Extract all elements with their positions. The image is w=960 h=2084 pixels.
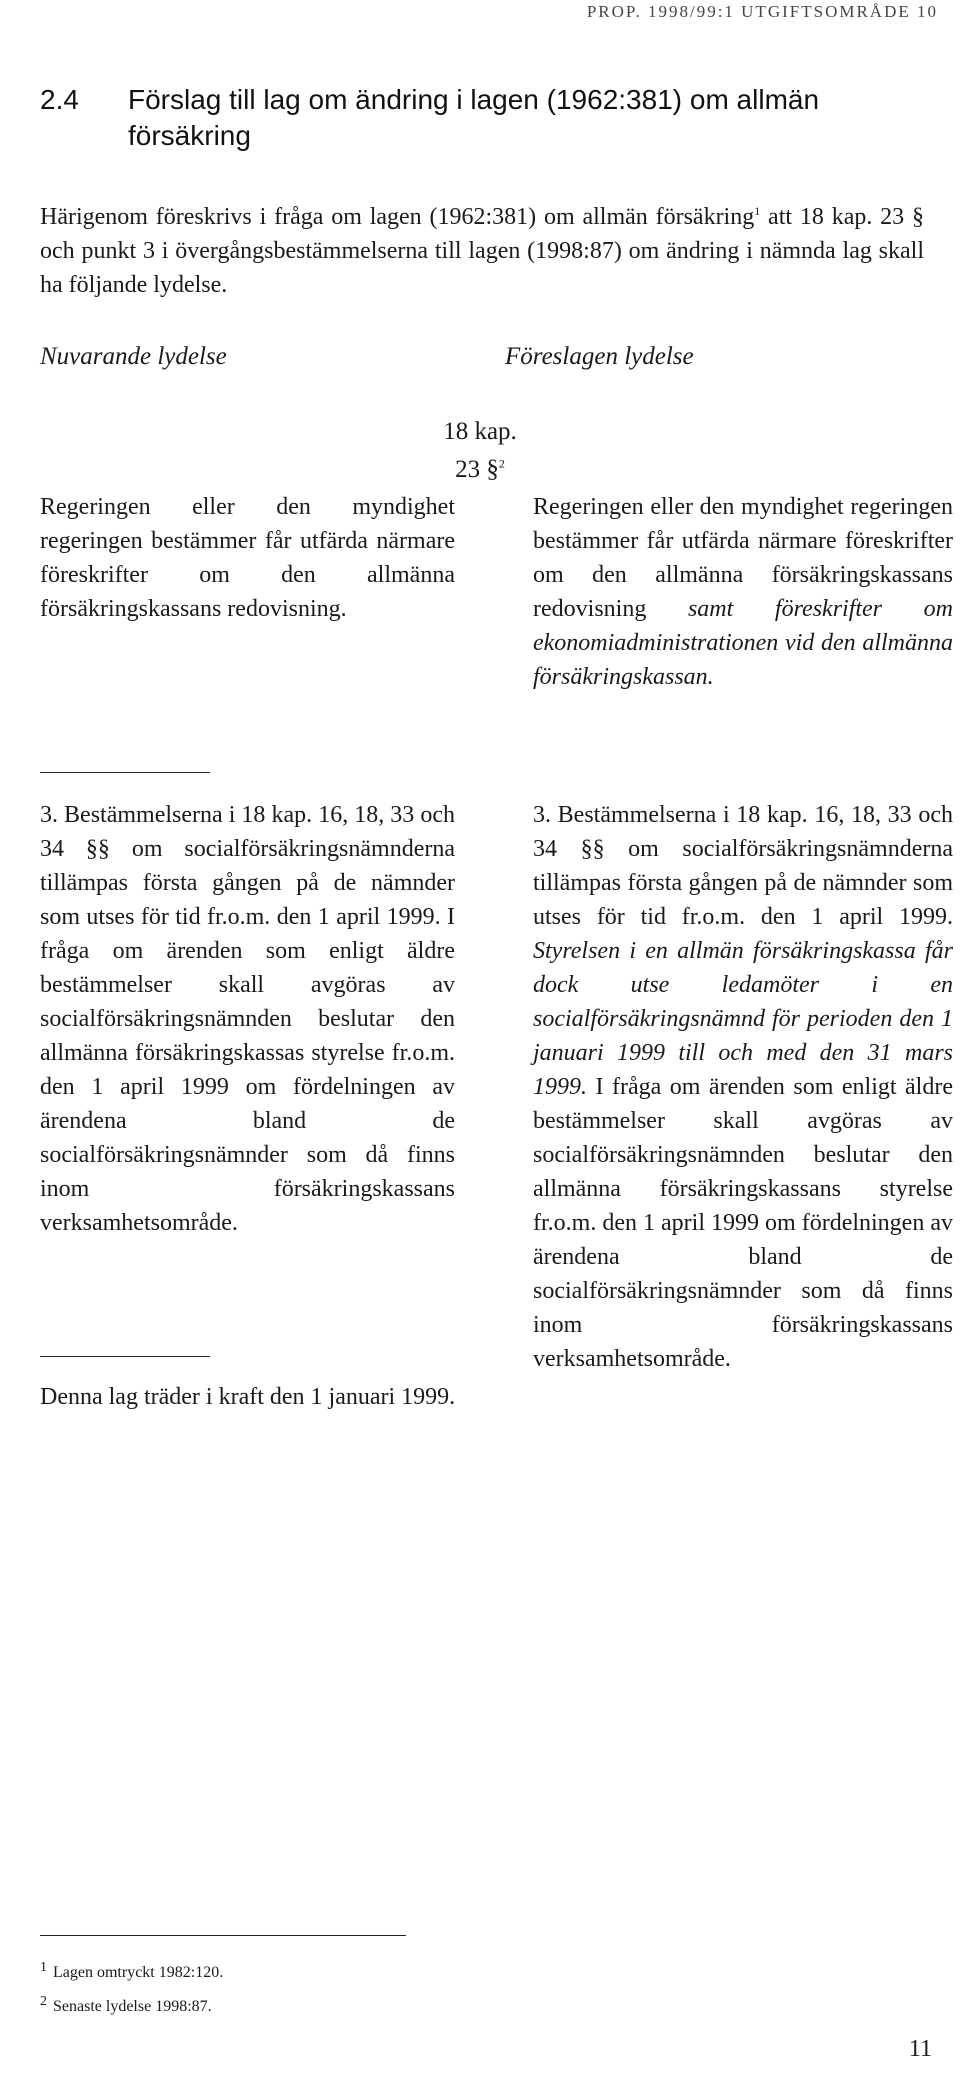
current-23-text: Regeringen eller den myndighet regeringen bestämmer får utfärda närmare föreskrifter om den allmänna försäkringskassans redovisning.	[40, 494, 455, 622]
footnote-1	[40, 1959, 224, 1984]
proposed-point3-plain2: I fråga om ärenden som enligt äldre bestämmelser skall avgöras av socialförsäkringsnämnden beslutar den allmänna försäkringskassans styrelse fr.o.m. den 1 april 1999 om fördelningen av ärendena bland de socialförsäkringsnämnder som då finns inom försäkringskassans verksamhetsområde.	[533, 1074, 953, 1372]
footnote-marker: 2	[40, 1993, 47, 2009]
section-number: 2.4	[40, 84, 79, 115]
footnote-ref-2: 2	[498, 456, 505, 471]
divider	[40, 1356, 210, 1357]
divider	[40, 772, 210, 773]
running-head: PROP. 1998/99:1 UTGIFTSOMRÅDE 10	[586, 2, 938, 21]
current-point3-text: 3. Bestämmelserna i 18 kap. 16, 18, 33 och 34 §§ om socialförsäkringsnämnderna tillämpas första gången på de nämnder som utses för tid fr.o.m. den 1 april 1999. I fråga om ärenden som enligt äldre bestämmelser skall avgöras av socialförsäkringsnämnden beslutar den allmänna försäkringskassas styrelse fr.o.m. den 1 april 1999 om fördelningen av ärendena bland de socialförsäkringsnämnder som då finns inom försäkringskassans verksamhetsområde.	[40, 802, 455, 1236]
footnote-text: Senaste lydelse 1998:87.	[53, 1998, 212, 2015]
footnote-2	[40, 1993, 212, 2018]
section-title-line1: Förslag till lag om ändring i lagen (1962:381) om allmän	[128, 84, 820, 115]
proposed-point3-text	[533, 798, 953, 1376]
effective-date: Denna lag träder i kraft den 1 januari 1999.	[40, 1384, 456, 1410]
proposed-point3-plain1: 3. Bestämmelserna i 18 kap. 16, 18, 33 och 34 §§ om socialförsäkringsnämnderna tillämpas första gången på de nämnder som utses för tid fr.o.m. den 1 april 1999.	[533, 802, 953, 930]
page-number: 11	[908, 2036, 932, 2062]
proposed-23-italic: samt föreskrifter om ekonomiadministrationen vid den allmänna försäkringskassan.	[533, 596, 953, 690]
footnote-text: Lagen omtryckt 1982:120.	[53, 1964, 224, 1981]
proposed-point3-italic: Styrelsen i en allmän försäkringskassa får dock utse ledamöter i en socialförsäkringsnämnd för perioden den 1 januari 1999 till och med den 31 mars 1999.	[533, 938, 953, 1100]
footnote-rule	[40, 1935, 406, 1936]
section-heading	[40, 82, 920, 154]
footnote-marker: 1	[40, 1959, 47, 1975]
section-title-line2: försäkring	[128, 120, 251, 151]
chapter-label: 18 kap.	[443, 418, 517, 445]
proposed-23-text	[533, 490, 953, 694]
paragraph-number: 23 §	[455, 456, 499, 483]
proposed-23-plain: Regeringen eller den myndighet regeringen bestämmer får utfärda närmare föreskrifter om den allmänna försäkringskassans redovisning	[533, 494, 953, 622]
footnote-ref-1: 1	[754, 204, 761, 218]
paragraph-label	[0, 452, 960, 488]
proposed-wording-heading: Föreslagen lydelse	[505, 343, 694, 370]
intro-text-a: Härigenom föreskrivs i fråga om lagen (1962:381) om allmän försäkring	[40, 204, 755, 230]
current-wording-heading: Nuvarande lydelse	[40, 343, 227, 370]
intro-paragraph	[40, 200, 924, 302]
intro-text-b: att 18 kap. 23 § och punkt 3 i övergångsbestämmelserna till lagen (1998:87) om ändring i nämnda lag skall ha följande lydelse.	[40, 204, 924, 298]
